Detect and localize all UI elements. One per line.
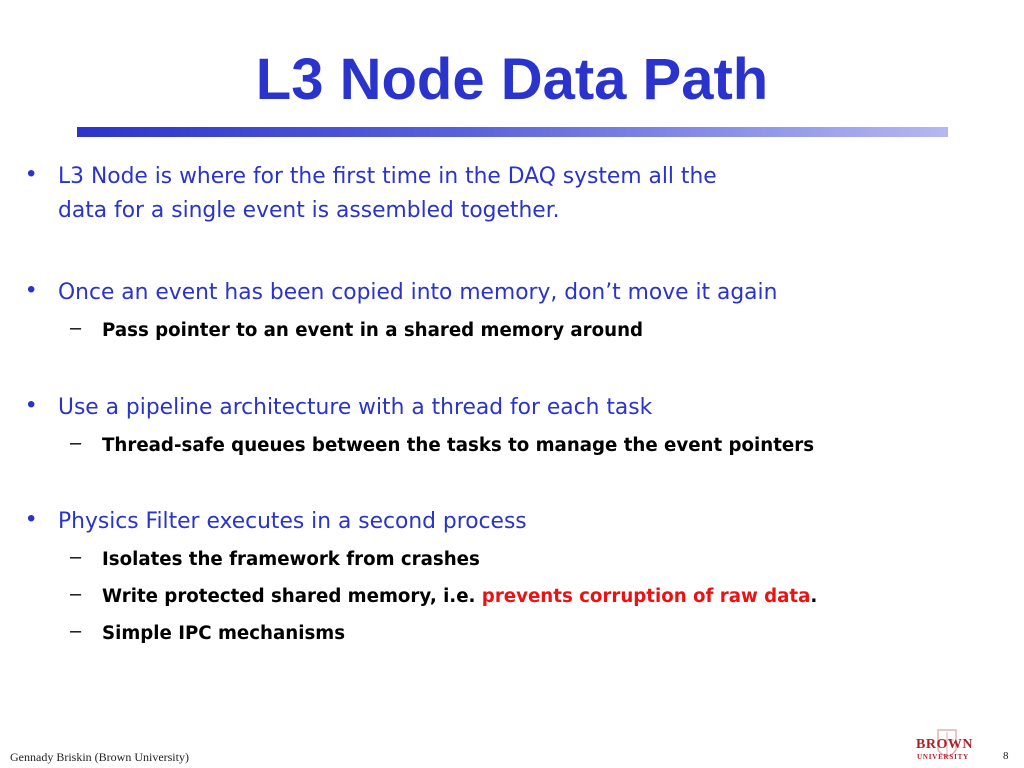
bullet-marker: • — [27, 160, 36, 187]
logo-wordmark: BROWN — [916, 737, 973, 752]
bullet-4-sub-1: Isolates the framework from crashes — [102, 549, 480, 570]
sub-bullet-marker: – — [70, 432, 82, 454]
sub-bullet-marker: – — [70, 583, 82, 605]
highlighted-text: prevents corruption of raw data — [481, 586, 811, 607]
slide-title: L3 Node Data Path — [255, 47, 769, 112]
bullet-4-sub-2 — [102, 583, 817, 611]
logo-subtitle: UNIVERSITY — [917, 753, 969, 761]
sub-bullet-marker: – — [70, 620, 82, 642]
bullet-1-line-1: L3 Node is where for the first time in the DAQ system all the — [58, 164, 717, 189]
sub-bullet-marker: – — [70, 546, 82, 568]
page-number: 8 — [1003, 750, 1009, 762]
sub-bullet-marker: – — [70, 317, 82, 339]
sub-text: Write protected shared memory, i.e. — [102, 586, 482, 607]
bullet-1-line-2: data for a single event is assembled together. — [58, 198, 560, 223]
bullet-3-sub-1: Thread-safe queues between the tasks to manage the event pointers — [102, 435, 815, 456]
bullet-2-line-1: Once an event has been copied into memory, don’t move it again — [58, 280, 778, 305]
bullet-4-line-1: Physics Filter executes in a second process — [58, 509, 527, 534]
bullet-marker: • — [27, 391, 36, 418]
sub-text-tail: . — [810, 586, 818, 607]
bullet-marker: • — [27, 505, 36, 532]
bullet-3-line-1: Use a pipeline architecture with a thread for each task — [58, 395, 653, 420]
bullet-4-sub-3: Simple IPC mechanisms — [102, 623, 346, 644]
footer-author: Gennady Briskin (Brown University) — [10, 750, 189, 764]
brown-university-logo — [908, 728, 988, 768]
bullet-marker: • — [27, 276, 36, 303]
bullet-2-sub-1: Pass pointer to an event in a shared memory around — [102, 320, 644, 341]
